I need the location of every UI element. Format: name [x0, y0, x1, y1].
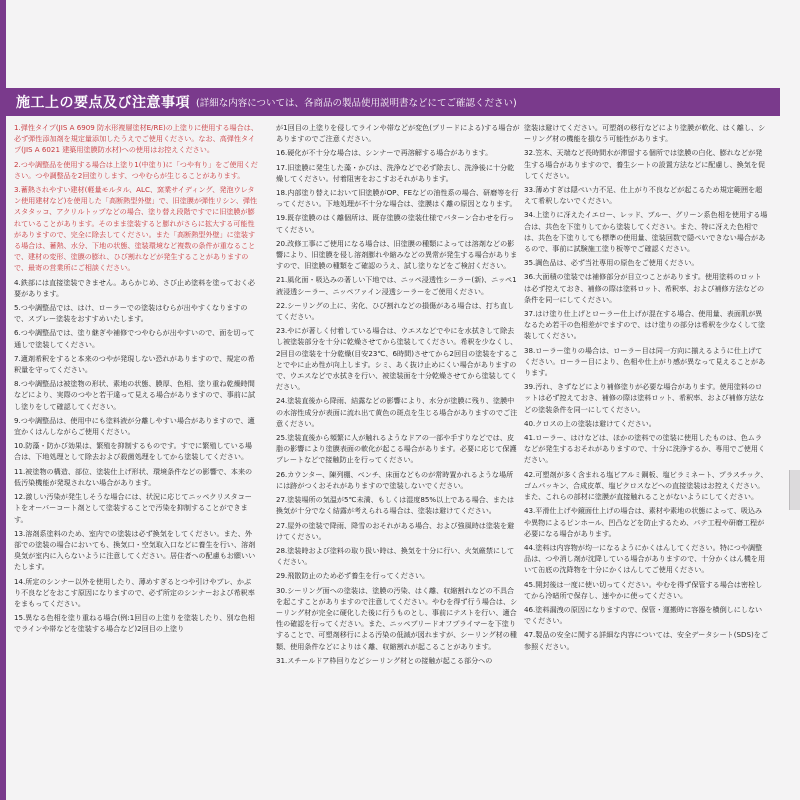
note-item: 10.防藻・防かび効果は、繁殖を抑制するものです。すでに繁殖している場合は、下地処理として除去および殺菌処理をしてから塗装してください。 [14, 441, 252, 462]
note-item: 41.ローラー、はけなどは、ほかの塗料での塗装に使用したものは、色ムラなどが発生するおそれがありますので、十分に洗浄するか、専用でご使用ください。 [524, 433, 766, 465]
note-item: 4.鉄部には直接塗装できません。あらかじめ、さび止め塗料を塗っておく必要があります。 [14, 277, 256, 298]
note-item: 15.異なる色相を塗り重ねる場合(例:1回目の上塗りを塗装したり、別な色相でラインや帯などを塗装する場合など)2回目の上塗り [14, 613, 255, 634]
page-edge-tab [789, 470, 800, 510]
note-item: 45.開封後は一度に使い切ってください。やむを得ず保管する場合は密栓してから冷暗所で保存し、速やかに使ってください。 [524, 579, 763, 600]
note-item: 2.つや調整品を使用する場合は上塗り1(中塗り)に「つや有り」をご使用ください。つや調整品を2回塗りします、つやむらが生じることがあります。 [14, 159, 258, 180]
note-item: 13.溶剤系塗料のため、室内での塗装は必ず換気をしてください。また、外部での塗装の場合においても、換気口・空気取入口などに養生を行い、溶剤臭気が室内に入らないように注意してください。居住者への配慮もお願いいたします。 [14, 528, 256, 572]
note-item: 18.内部塗り替えにおいて旧塗膜がOP、FEなどの油性系の場合、研磨等を行ってください。下地処理が不十分な場合は、塗膜はく離の原因となります。 [276, 188, 519, 209]
note-item: 12.激しい汚染が発生しそうな場合には、状況に応じてニッペクリスタコートをオーバーコート剤として塗装することで汚染を抑制することができます。 [14, 492, 252, 524]
left-accent-bar [0, 0, 6, 800]
note-item: 35.調色品は、必ず当社専用の原色をご使用ください。 [524, 258, 699, 268]
note-item: 25.塗装直後から頻繁に人が触れるようなドアの一部や手すりなどでは、皮脂の影響により塗膜表面の軟化が起こる場合があります。必要に応じて保護プレートなどで接触防止を行ってください。 [276, 433, 517, 465]
note-item: 5.つや調整品では、はけ、ローラーでの塗装はむらが出やすくなりますので、スプレー塗装をおすすめいたします。 [14, 303, 248, 324]
note-item: 39.汚れ、きずなどにより補修塗りが必要な場合があります。使用塗料のロットは必ず控えておき、補修の際は塗料ロット、希釈率、および補修方法などの塗装条件を同一にしてください。 [524, 382, 765, 414]
note-item: 8.つや調整品は被塗物の形状、素地の状態、膜厚、色相、塗り重ね乾燥時間などにより、実際のつやと若干違って見える場合がありますので、事前に試し塗りをして確認してください。 [14, 379, 256, 411]
note-item: 14.所定のシンナー以外を使用したり、薄めすぎるとつや引けやブレ、かぶり不良などをおこす原因になりますので、必ず所定のシンナーおよび希釈率をまもってください。 [14, 576, 255, 608]
note-item: 29.飛散防止のため必ず養生を行ってください。 [276, 571, 430, 581]
notes-column-3 [524, 122, 768, 794]
note-item: 24.塗装直後から降雨、結露などの影響により、水分が塗膜に残り、塗膜中の水溶性成分が表面に流れ出て黄色の斑点を生じる場合がありますのでご注意ください。 [276, 396, 518, 428]
note-item: 31.スチールドア枠回りなどシーリング材との接触が起こる部分への [276, 655, 493, 665]
note-item: 22.シーリングの上に、劣化、ひび割れなどの損傷がある場合は、打ち直してください。 [276, 300, 515, 322]
note-item: 40.クロスの上の塗装は避けてください。 [524, 418, 656, 428]
note-item: 21.風化面・吸込みの著しい下地では、ニッペ浸透性シーラー(新)、ニッペ1液浸透シーラー、ニッペファイン浸透シーラーをご使用ください。 [276, 275, 517, 296]
notes-columns [14, 122, 786, 794]
note-item: 38.ローラー塗りの場合は、ローラー目は同一方向に揃えるように仕上げてください。ローラー目により、色相や仕上がり感が異なって見えることがあります。 [524, 345, 766, 378]
note-item: 28.塗装時および塗料の取り扱い時は、換気を十分に行い、火気厳禁にしてください。 [276, 545, 515, 567]
note-item: 27.屋外の塗装で降雨、降雪のおそれがある場合、および強風時は塗装を避けてください。 [276, 520, 515, 541]
note-item: 34.上塗りに冴えたイエロー、レッド、ブルー、グリーン系色相を使用する場合は、共色を下塗りしてから塗装してください。また、特に冴えた色相では、共色を下塗りしても標準の使用量、塗装回数で隠ぺいできない場合があるので、事前に試験施工塗り板等でご確認ください。 [524, 210, 768, 254]
notes-column-1 [14, 122, 258, 794]
note-item: 27.塗装場所の気温が5℃未満、もしくは湿度85%以上である場合、または換気が十分でなく結露が考えられる場合は、塗装は避けてください。 [276, 495, 515, 516]
note-item: 30.シーリング面への塗装は、塗膜の汚染、はく離、収縮割れなどの不具合を起こすことがありますので注意してください。やむを得ず行う場合は、シーリング材が完全に硬化した後に行うものとし、事前にテストを行い、適合性の確認を行ってください。また、ニッペブリードオフプライマーを下塗りすることで、可塑剤移行による汚染の低減が図れますが、シーリング材の種類、使用条件などによりはく離、収縮割れが起こることがあります。 [276, 585, 518, 651]
note-item: 33.薄めすぎは隠ぺい力不足、仕上がり不良などが起こるため規定範囲を超えて希釈しないでください。 [524, 185, 763, 206]
note-item: 1.弾性タイプ(JIS A 6909 防水形複層塗材E/RE)の上塗りに使用する場合は、必ず弾性添加剤を規定量添加したうえでご使用ください。なお、高弾性タイプ(JIS A 6021 建築用塗膜防水材)への使用はお控えください。 [14, 123, 258, 155]
note-item: 3.蓄熱されやすい建材(軽量モルタル、ALC、窯業サイディング、発泡ウレタン使用建材など)を使用した「高断熱型外壁」で、旧塗膜が弾性リシン、弾性スタタッコ、アクリルトップなどの場合、塗り替え段階ですでに旧塗膜が膨れていることがあります。そのまま塗装すると膨れがさらに拡大する可能性がありますので、完全に除去してください。また「高断熱型外壁」に塗装する場合は、蓄熱、水分、下地の状態、塗装環境など複数の条件が重なることで、建材の変形、塗膜の膨れ、ひび割れなどが発生することがありますので、最寄の営業所にご相談ください。 [14, 185, 258, 273]
note-item: 11.被塗物の構造、部位、塗装仕上げ形状、環境条件などの影響で、本来の低汚染機能が発現されない場合があります。 [14, 466, 253, 487]
note-item: 20.改修工事にご使用になる場合は、旧塗膜の種類によっては溶剤などの影響により、旧塗膜を侵し溶剤膨れや縮みなどの異常が発生する場合がありますので、旧塗膜の種類をご確認のうえ、試し塗りなどをご検討ください。 [276, 238, 518, 271]
note-item: 塗装は避けてください。可塑剤の移行などにより塗膜が軟化、はく離し、シーリング材の機能を損なう可能性があります。 [524, 123, 766, 144]
section-title: 施工上の要点及び注意事項 [16, 95, 190, 111]
note-item: 9.つや調整品は、使用中にも塗料液が分離しやすい場合がありますので、適宜かくはんしながらご使用ください。 [14, 415, 255, 437]
note-item: 23.やにが著しく付着している場合は、ウエスなどでやにを水拭きして除去し被塗装部分を十分に乾燥させてから塗装してください。希釈を少なくし、2回目の塗装を十分乾燥(目安23℃、6時間)させてから2回目の塗装をすることでやに止め性が向上します。シミ、あく抜け止めにくい場合がありますので、ウエスなどで水拭きを行い、被塗装面を十分乾燥させてから塗装してください。 [276, 326, 518, 392]
note-item: 6.つや調整品では、塗り継ぎや補修でつやむらが出やすいので、面を切って通しで塗装してください。 [14, 328, 255, 349]
note-item: 46.塗料漏洩の原因になりますので、保管・運搬時に容器を横倒しにしないでください。 [524, 604, 763, 626]
section-subtitle: (詳細な内容については、各商品の製品使用説明書などにてご確認ください) [196, 98, 517, 109]
notes-column-2 [276, 122, 520, 794]
section-header [6, 88, 780, 116]
note-item: 7.適剤希釈をすると本来のつやが発現しない恐れがありますので、規定の希釈量を守ってください。 [14, 353, 255, 375]
note-item: 17.旧塗膜に発生した藻・かびは、洗浄などで必ず除去し、洗浄後に十分乾燥してください。付着阻害をおこすおそれがあります。 [276, 162, 515, 183]
note-item: 44.塗料は内容物が均一になるようにかくはんしてください。特につや調整品は、つや消し剤が沈降している場合がありますので、十分かくはん機を用いて缶底の沈降物を十分にかくはんしてご使用ください。 [524, 542, 766, 575]
note-item: 47.製品の安全に関する詳細な内容については、安全データシート(SDS)をご参照ください。 [524, 630, 768, 651]
note-item: 16.硬化が不十分な場合は、シンナーで再溶解する場合があります。 [276, 148, 493, 158]
note-item: 26.カウンター、陳列棚、ベンチ、床面などものが常時置かれるような場所には跡がつくおそれがありますので塗装しないでください。 [276, 469, 514, 490]
note-item: 43.平滑仕上げや鏡面仕上げの場合は、素材や素地の状態によって、吸込みや異物によるピンホール、凹凸などを防止するため、パテ工程や研磨工程が必要になる場合があります。 [524, 506, 765, 538]
note-item: 37.はけ塗り仕上げとローラー仕上げが混在する場合、使用量、表面肌が異なるため若干の色相差がでますので、はけ塗りの部分は希釈を少なくして塗装してください。 [524, 309, 766, 341]
note-item: 42.可塑剤が多く含まれる塩ビアルミ鋼板、塩ビラミネート、プラスチック、ゴムパッキン、合成皮革、塩ビクロスなどへの直接塗装はお控えください。また、これらの部材に塗膜が直接触れることがないようにしてください。 [524, 469, 768, 502]
note-item: が1回目の上塗りを侵してラインや帯などが変色(ブリードによる)する場合がありますのでご注意ください。 [276, 123, 520, 144]
note-item: 32.笠木、天端など長時間水が滞留する個所では塗膜の白化、膨れなどが発生する場合がありますので、養生シートの設置方法などに配慮し、換気を促してください。 [524, 148, 766, 180]
note-item: 19.既存塗膜のはく離個所は、既存塗膜の塗装仕様でパターン合わせを行ってください。 [276, 213, 515, 234]
note-item: 36.大面積の塗装では補修部分が目立つことがあります。使用塗料のロットは必ず控えておき、補修の際は塗料ロット、希釈率、および補修方法などの条件を同一にしてください。 [524, 272, 765, 304]
